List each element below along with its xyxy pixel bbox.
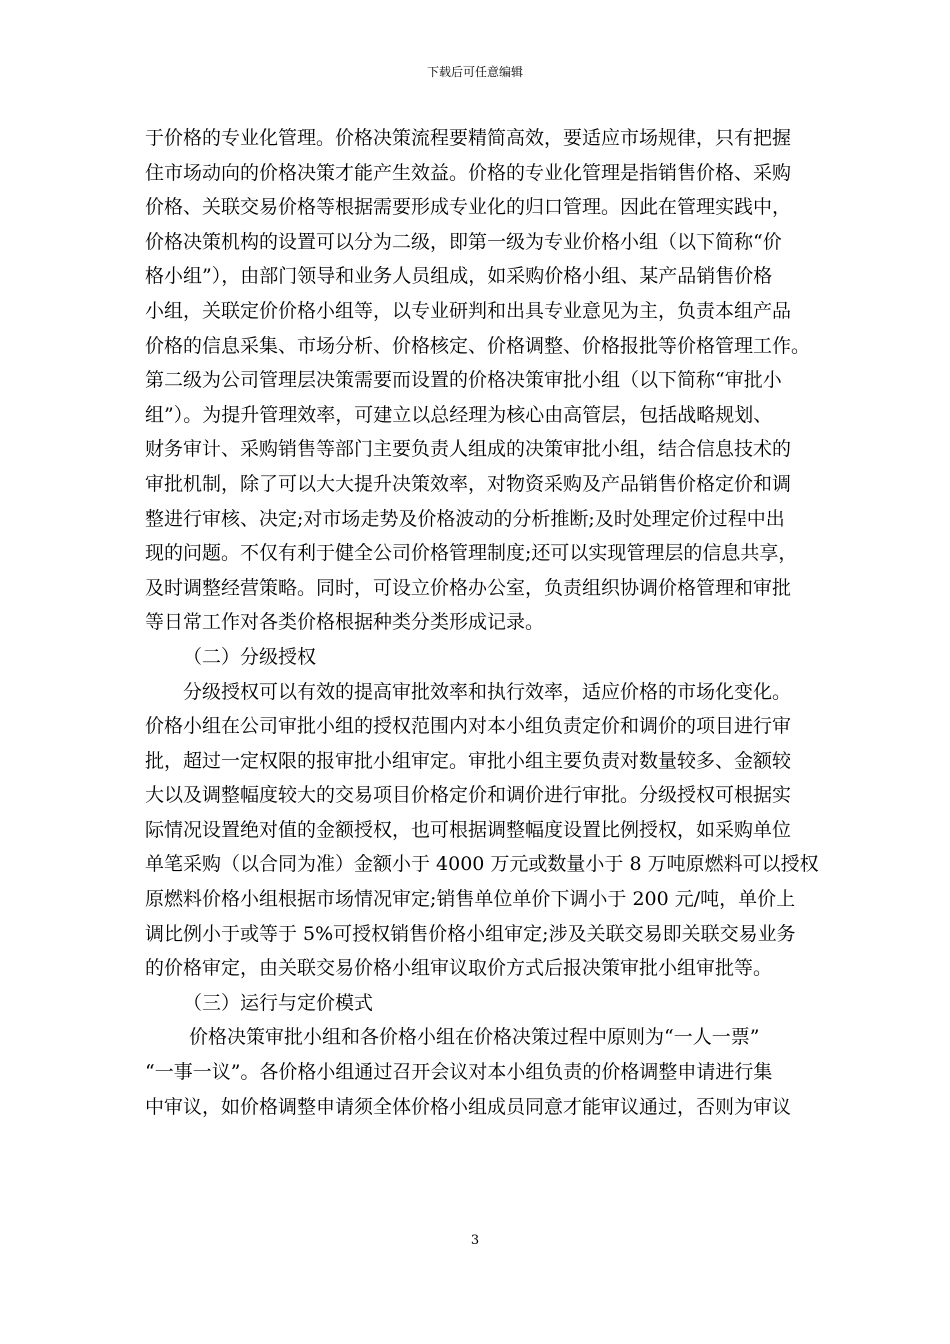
text-line: 价格决策机构的设置可以分为二级，即第一级为专业价格小组（以下简称“价 xyxy=(145,230,782,253)
text-line: 第二级为公司管理层决策需要而设置的价格决策审批小组（以下简称“审批小 xyxy=(145,369,782,392)
text-line: 格小组”），由部门领导和业务人员组成，如采购价格小组、某产品销售价格 xyxy=(145,265,773,288)
text-line: 审批机制，除了可以大大提升决策效率，对物资采购及产品销售价格定价和调 xyxy=(145,472,792,495)
text-line: 的价格审定，由关联交易价格小组审议取价方式后报决策审批小组审批等。 xyxy=(145,957,773,980)
text-line: 单笔采购（以合同为准）金额小于 4000 万元或数量小于 8 万吨原燃料可以授权 xyxy=(145,853,819,876)
section-heading: （三）运行与定价模式 xyxy=(183,991,374,1014)
text-line: 住市场动向的价格决策才能产生效益。价格的专业化管理是指销售价格、采购 xyxy=(145,161,792,184)
text-line: 整进行审核、决定;对市场走势及价格波动的分析推断;及时处理定价过程中出 xyxy=(145,507,785,530)
text-line: 中审议，如价格调整申请须全体价格小组成员同意才能审议通过，否则为审议 xyxy=(145,1095,792,1118)
text-line: 价格的信息采集、市场分析、价格核定、价格调整、价格报批等价格管理工作。 xyxy=(145,334,811,357)
text-line: 价格决策审批小组和各价格小组在价格决策过程中原则为“一人一票” xyxy=(189,1026,760,1049)
text-line: 批，超过一定权限的报审批小组审定。审批小组主要负责对数量较多、金额较 xyxy=(145,749,792,772)
text-line: 调比例小于或等于 5%可授权销售价格小组审定;涉及关联交易即关联交易业务 xyxy=(145,922,796,945)
text-line: 小组，关联定价价格小组等，以专业研判和出具专业意见为主，负责本组产品 xyxy=(145,299,792,322)
text-line: “一事一议”。各价格小组通过召开会议对本小组负责的价格调整申请进行集 xyxy=(145,1061,773,1084)
page-number: 3 xyxy=(470,1233,480,1248)
body-text xyxy=(145,121,819,1124)
text-line: 于价格的专业化管理。价格决策流程要精简高效，要适应市场规律，只有把握 xyxy=(145,127,792,149)
text-line: 现的问题。不仅有利于健全公司价格管理制度;还可以实现管理层的信息共享， xyxy=(145,542,798,565)
text-line: 财务审计、采购销售等部门主要负责人组成的决策审批小组，结合信息技术的 xyxy=(145,438,792,461)
text-line: 大以及调整幅度较大的交易项目价格定价和调价进行审批。分级授权可根据实 xyxy=(145,784,792,807)
page-header: 下载后可任意编辑 xyxy=(426,65,523,79)
text-line: 分级授权可以有效的提高审批效率和执行效率，适应价格的市场化变化。 xyxy=(183,680,792,703)
text-line: 际情况设置绝对值的金额授权，也可根据调整幅度设置比例授权，如采购单位 xyxy=(145,818,792,841)
text-line: 等日常工作对各类价格根据种类分类形成记录。 xyxy=(145,611,545,634)
text-line: 价格小组在公司审批小组的授权范围内对本小组负责定价和调价的项目进行审 xyxy=(145,715,792,738)
text-line: 原燃料价格小组根据市场情况审定;销售单位单价下调小于 200 元/吨，单价上 xyxy=(145,888,796,911)
text-line: 价格、关联交易价格等根据需要形成专业化的归口管理。因此在管理实践中， xyxy=(145,196,792,219)
text-line: 组”）。为提升管理效率，可建立以总经理为核心由高管层，包括战略规划、 xyxy=(145,403,773,426)
text-line: 及时调整经营策略。同时，可设立价格办公室，负责组织协调价格管理和审批 xyxy=(145,576,792,599)
section-heading: （二）分级授权 xyxy=(183,645,317,668)
